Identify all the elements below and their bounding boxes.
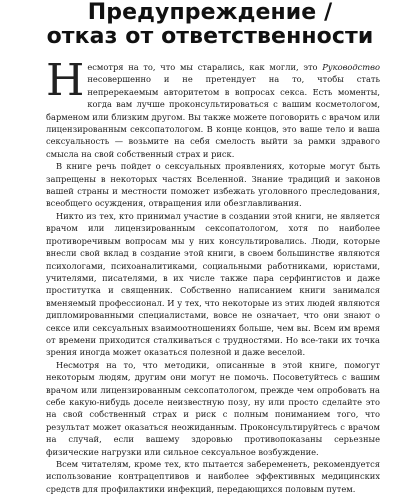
paragraph-4: Несмотря на то, что методики, описанные в этой книге, помогут некоторым людям, другим они могут не помочь. Посоветуйтесь с вашим врачом или лицензированным сексопатологом, прежде чем опробовать на себе какую-нибудь доселе неизвестную позу, ну или просто сделайте это на свой собственный страх и риск с полным пониманием того, что результат может оказаться неожиданным. Проконсультируйтесь с врачом на случай, если вашему здоровью противопоказаны серьезные физические нагрузки или сильное сексуальное возбуждение. [46, 359, 380, 457]
paragraph-5: Всем читателям, кроме тех, кто пытается забеременеть, рекомендуется использование контрацептивов и наиболее эффективных медицинских средств для профилактики инфекций, передающихся половым путем. [46, 459, 380, 494]
paragraph-1-italic: Руководство [322, 62, 380, 72]
paragraph-2: В книге речь пойдет о сексуальных проявлениях, которые могут быть запрещены в некоторых частях Вселенной. Знание традиций и законов вашей страны и местности поможет избежать уголовного преследования, всеобщего осуждения, отвращения или обезглавливания. [46, 161, 380, 209]
paragraph-1-start: есмотря на то, что мы старались, как могли, это [87, 62, 323, 72]
page-title-line-2: отказ от ответственности [46, 24, 374, 49]
body-text [46, 55, 380, 495]
paragraph-1-rest: несовершенно и не претендует на то, чтобы стать непререкаемым авторитетом в вопросах секса. Есть моменты, когда вам лучше проконсультироваться с вашим косметологом, барменом или близким другом. Вы также можете поговорить с врачом или лицензированным сексопатологом. В конце концов, это ваше тело и ваша сексуальность — возьмите на себя смелость выйти за рамки здравого смысла на свой собственный страх и риск. [46, 74, 380, 159]
paragraph-1 [46, 55, 380, 160]
paragraph-3: Никто из тех, кто принимал участие в создании этой книги, не является врачом или лицензированным сексопатологом, хотя по наиболее противоречивым вопросам мы у них консультировались. Люди, которые внесли свой вклад в создание этой книги, в своем большинстве являются психологами, психоаналитиками, социальными работниками, юристами, учителями, писателями, в их числе также пара серфингистов и даже проститутка и священник. Собственно написанием книги занимался вменяемый профессионал. И у тех, что некоторые из этих людей являются дипломированными специалистами, вовсе не означает, что они знают о сексе или сексуальных взаимоотношениях больше, чем вы. Всем им время от времени приходится сталкиваться с трудностями. Но все-таки их точка зрения иногда может оказаться полезной и даже веселой. [46, 210, 380, 358]
drop-cap: Н [46, 55, 85, 106]
page-title-line-1: Предупреждение / [87, 0, 333, 25]
